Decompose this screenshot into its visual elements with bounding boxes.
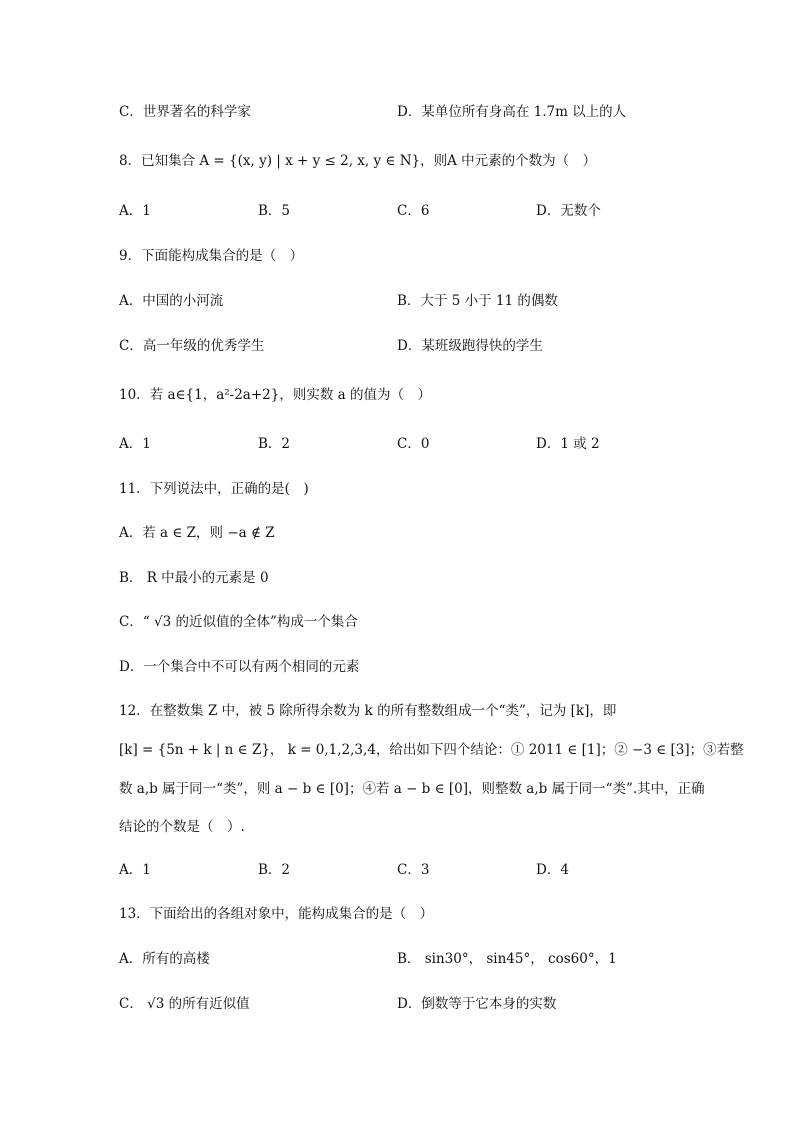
option-b: B．大于 5 小于 11 的偶数 xyxy=(397,293,558,309)
option-d: D．某班级跑得快的学生 xyxy=(397,338,543,354)
question-11: 11．下列说法中，正确的是( ) xyxy=(119,481,309,497)
question-10: 10．若 a∈{1，a²-2a+2}，则实数 a 的值为（ ） xyxy=(119,387,431,403)
option-a: A．1 xyxy=(119,203,151,219)
option-d: D．倒数等于它本身的实数 xyxy=(397,996,557,1012)
option-c: C．“ √3 的近似值的全体”构成一个集合 xyxy=(119,614,358,630)
option-a: A．1 xyxy=(119,862,151,878)
option-d: D．1 或 2 xyxy=(536,436,600,452)
option-a: A．若 a ∈ Z，则 −a ∉ Z xyxy=(119,525,275,541)
option-a: A．所有的高楼 xyxy=(119,951,210,967)
question-12-line-1: 12．在整数集 Z 中，被 5 除所得余数为 k 的所有整数组成一个“类”，记为 [k]，即 xyxy=(119,703,617,719)
question-9: 9．下面能构成集合的是（ ） xyxy=(119,248,304,264)
option-c: C．高一年级的优秀学生 xyxy=(119,338,265,354)
option-b: B．2 xyxy=(258,436,291,452)
option-c: C．3 xyxy=(397,862,430,878)
option-b: B．5 xyxy=(258,203,291,219)
option-b: B． sin30°， sin45°， cos60°，1 xyxy=(397,951,617,967)
question-8: 8．已知集合 A = {(x, y) | x + y ≤ 2, x, y ∈ N}，则A 中元素的个数为（ ） xyxy=(119,153,597,169)
option-d: D．某单位所有身高在 1.7m 以上的人 xyxy=(397,104,627,120)
question-13: 13．下面给出的各组对象中，能构成集合的是（ ） xyxy=(119,906,434,922)
question-12-line-3: 数 a,b 属于同一“类”，则 a − b ∈ [0]；④若 a − b ∈ [0]，则整数 a,b 属于同一“类”.其中，正确 xyxy=(119,781,705,797)
option-a: A．中国的小河流 xyxy=(119,293,224,309)
option-d: D．一个集合中不可以有两个相同的元素 xyxy=(119,659,360,675)
question-12-line-4: 结论的个数是（ ）. xyxy=(119,819,245,835)
option-d: D．4 xyxy=(536,862,569,878)
option-b: B．2 xyxy=(258,862,291,878)
question-12-line-2: [k] = {5n + k | n ∈ Z}， k = 0,1,2,3,4，给出如下四个结论：① 2011 ∈ [1]；② −3 ∈ [3]；③若整 xyxy=(119,742,744,758)
option-c: C． √3 的所有近似值 xyxy=(119,996,250,1012)
option-a: A．1 xyxy=(119,436,151,452)
option-c: C．世界著名的科学家 xyxy=(119,104,251,120)
option-c: C．0 xyxy=(397,436,430,452)
option-c: C．6 xyxy=(397,203,430,219)
option-d: D．无数个 xyxy=(536,203,601,219)
option-b: B． R 中最小的元素是 0 xyxy=(119,570,269,586)
